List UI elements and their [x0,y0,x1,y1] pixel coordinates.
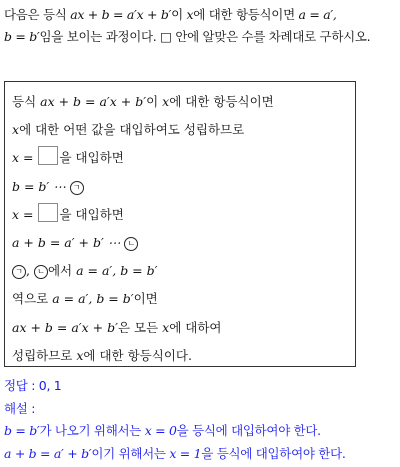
q-condition: b = b′ [4,29,40,44]
explanation-label: 해설 : [4,400,36,416]
equation: ax + b = a′x + b′ [40,94,147,109]
answer-label: 정답 : 0, 1 [4,378,62,393]
variable: x [162,319,170,335]
text: 을 등식에 대입하여야 한다. [176,423,321,439]
equation: x = [12,150,34,166]
equation: b = b′ [4,423,40,439]
text: 을 대입하면 [59,206,124,222]
text: 을 등식에 대입하여야 한다. [201,445,346,461]
equation: a + b = a′ + b′ [4,445,92,461]
answer-blank-2[interactable] [38,203,58,222]
question-text [4,4,396,48]
equation: b = b′ ⋯ [12,178,66,194]
equation: x = 1 [169,445,202,461]
proof-line-2 [12,116,355,144]
variable: x [76,347,84,363]
proof-line-5 [12,201,355,229]
equation: a = a′, b = b′ [52,291,134,307]
proof-line-7 [12,257,355,285]
equation: x = [12,206,34,222]
equation: a + b = a′ + b′ ⋯ [12,234,121,250]
text: 을 대입하면 [59,150,124,166]
text: 은 모든 [117,319,163,335]
text: 가 나오기 위해서는 [39,423,145,439]
q-text: 다음은 등식 [4,7,71,22]
proof-line-10 [12,342,355,370]
text: 이면 [133,291,158,307]
q-text: 에 대한 항등식이면 [193,7,299,22]
circled-label-2: ㄴ [34,265,48,279]
proof-line-1 [12,88,355,116]
q-variable: x [186,7,194,22]
equation: ax + b = a′x + b′ [12,319,118,335]
proof-box [4,81,356,367]
q-condition: a = a′, [298,7,337,22]
text: 역으로 [12,291,53,307]
proof-line-6 [12,229,355,257]
variable: x [12,122,20,138]
equation: x = 0 [144,423,177,439]
text: 에 대한 항등식이다. [83,347,192,363]
proof-line-8 [12,285,355,313]
variable: x [162,94,170,109]
text: , [26,263,34,279]
text: 에 대한 어떤 값을 대입하여도 성립하므로 [19,122,245,138]
text: 에 대하여 [169,319,222,335]
text: 이 [146,94,163,109]
explanation-line-2 [4,443,396,466]
circled-label-2: ㄴ [124,237,138,251]
proof-line-3 [12,144,355,172]
circled-label-1: ㄱ [70,181,84,195]
explanation-line-1 [4,420,396,443]
q-text: 이 [171,7,187,22]
q-text: 임을 보이는 과정이다. □ 안에 알맞은 수를 차례대로 구하시오. [39,29,371,44]
text: 등식 [12,94,41,109]
text: 에서 [47,263,77,279]
answer-blank-1[interactable] [38,146,58,165]
text: 성립하므로 [12,347,77,363]
text: 이기 위해서는 [91,445,170,461]
proof-line-4 [12,173,355,201]
circled-label-1: ㄱ [12,265,26,279]
equation: a = a′, b = b′ [76,263,158,279]
text: 에 대한 항등식이면 [169,94,274,109]
q-equation: ax + b = a′x + b′ [70,7,172,22]
answer-section [4,375,396,465]
proof-line-9 [12,314,355,342]
